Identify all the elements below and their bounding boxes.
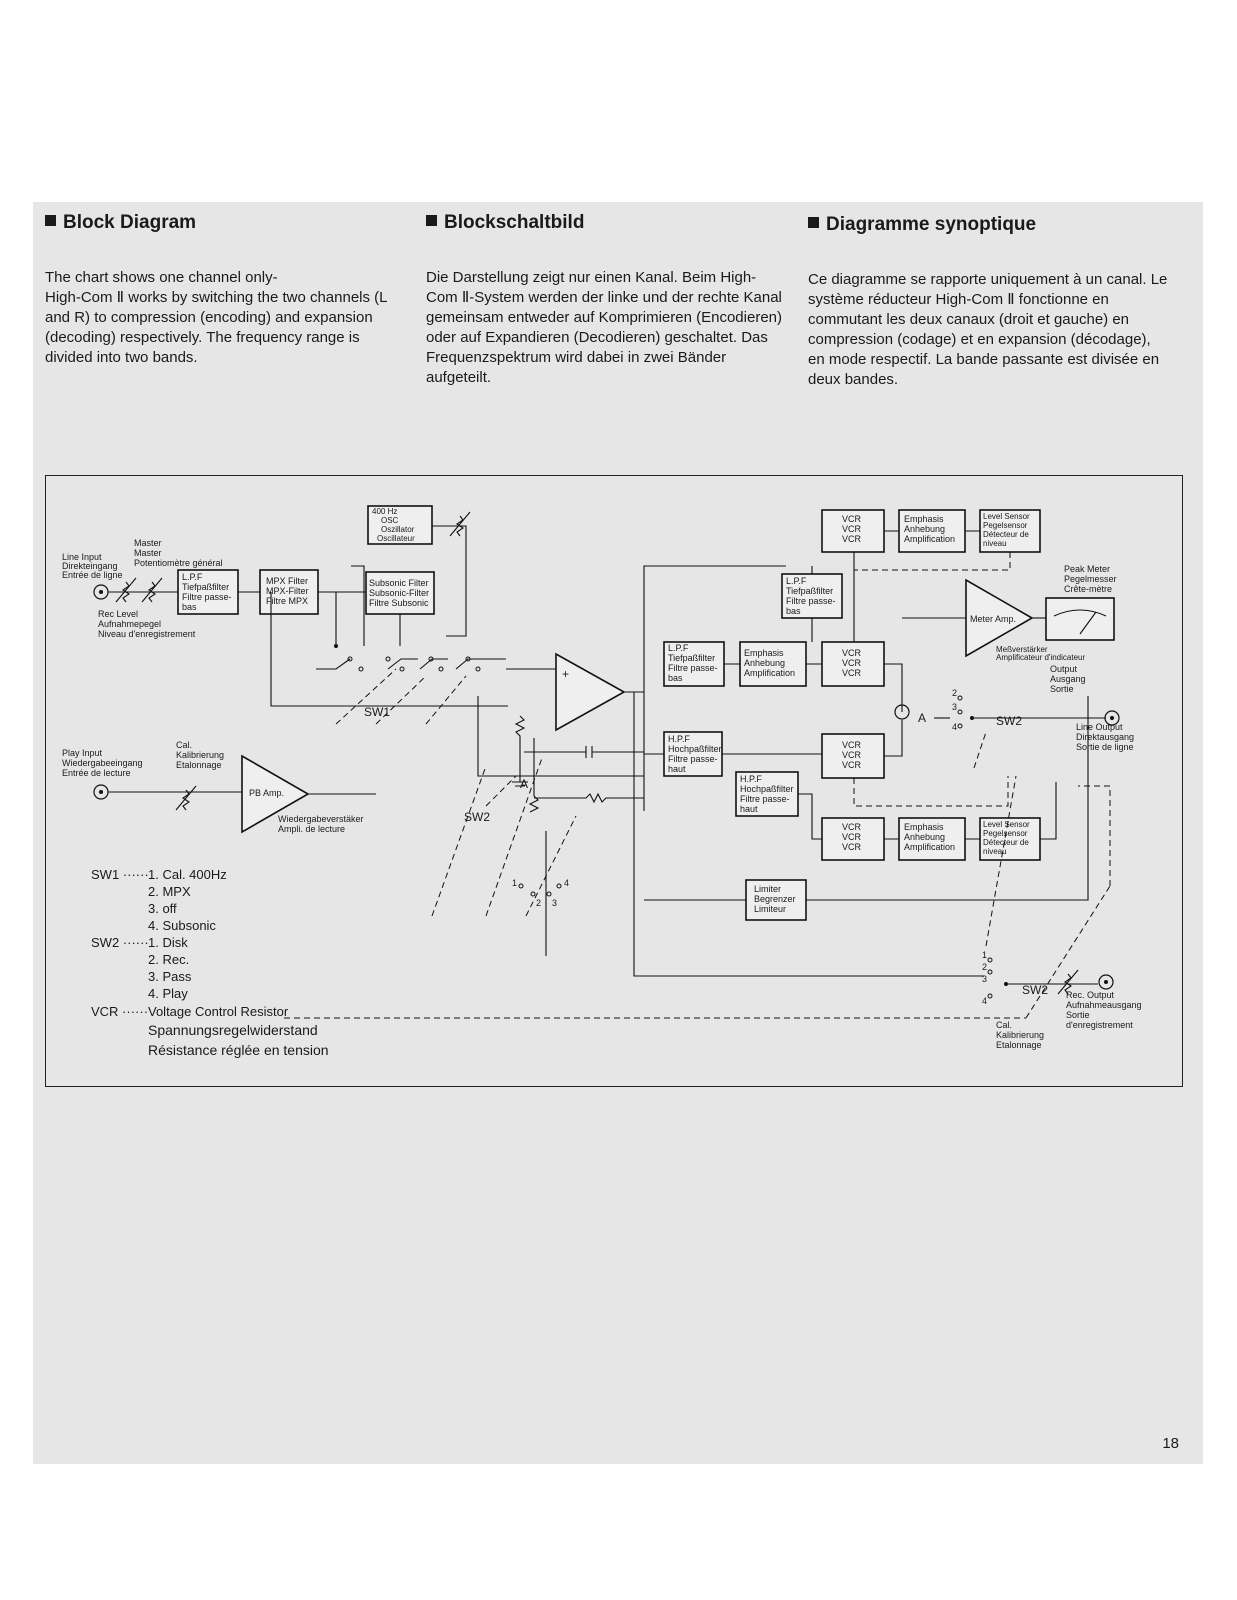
svg-text:Ausgang: Ausgang [1050, 674, 1086, 684]
svg-text:Sortie: Sortie [1050, 684, 1074, 694]
meter-amp-caption [996, 645, 1085, 662]
switch-legend [91, 866, 329, 1060]
legend-vcr-item: Résistance réglée en tension [148, 1042, 329, 1058]
svg-text:bas: bas [786, 606, 801, 616]
bullet-square-icon [45, 215, 56, 226]
page-number: 18 [1162, 1435, 1179, 1452]
rec-cal-label [996, 1020, 1044, 1050]
sw2-rec-switch [982, 950, 1008, 1006]
bullet-square-icon [808, 217, 819, 228]
peak-meter-icon [1046, 598, 1114, 640]
svg-text:VCR: VCR [842, 760, 862, 770]
pb-amp-label: PB Amp. [249, 788, 285, 798]
encode-emphasis-block [740, 642, 806, 686]
legend-sw2-item: 2. Rec. [148, 952, 190, 967]
subsonic-filter-label [369, 578, 429, 608]
svg-text:Anhebung: Anhebung [904, 524, 946, 534]
svg-text:VCR: VCR [842, 658, 862, 668]
legend-sw2-row: SW2 ······1. Disk [91, 935, 188, 950]
svg-text:2: 2 [536, 898, 542, 908]
encode-lpf-block [664, 642, 724, 686]
svg-text:Emphasis: Emphasis [744, 648, 784, 658]
svg-text:Limiteur: Limiteur [754, 904, 787, 914]
svg-text:MPX-Filter: MPX-Filter [266, 586, 309, 596]
mpx-filter-label [266, 576, 309, 606]
sw2-label-rec: SW2 [1022, 983, 1049, 997]
rec-output-jack [1099, 975, 1113, 989]
svg-text:Oscillateur: Oscillateur [377, 534, 415, 543]
svg-text:Amplification: Amplification [744, 668, 796, 678]
encode-hpf-block [664, 732, 722, 776]
svg-text:Ampli. de lecture: Ampli. de lecture [278, 824, 346, 834]
svg-text:Amplification: Amplification [904, 842, 956, 852]
heading-diagramme-synoptique: Diagramme synoptique [808, 214, 1168, 236]
svg-text:niveau: niveau [983, 539, 1007, 548]
svg-text:Kalibrierung: Kalibrierung [176, 750, 225, 760]
svg-text:Potentiomètre général: Potentiomètre général [134, 558, 223, 568]
svg-text:niveau: niveau [983, 847, 1007, 856]
limiter-block [746, 880, 806, 920]
svg-text:VCR: VCR [842, 832, 862, 842]
sw2-label-center: SW2 [464, 810, 491, 824]
play-cal-potentiometer-icon [176, 786, 196, 810]
svg-text:OSC: OSC [381, 516, 399, 525]
svg-text:Détecteur de: Détecteur de [983, 530, 1029, 539]
svg-text:Hochpaßfilter: Hochpaßfilter [740, 784, 794, 794]
svg-text:H.P.F: H.P.F [740, 774, 762, 784]
column-french [808, 214, 1168, 390]
svg-text:Rec. Output: Rec. Output [1066, 990, 1115, 1000]
svg-text:Oszillator: Oszillator [381, 525, 415, 534]
play-cal-label [176, 740, 224, 770]
svg-text:2: 2 [982, 962, 988, 972]
column-english [45, 212, 405, 368]
svg-text:4: 4 [564, 878, 570, 888]
node-a-label-left: A [520, 777, 529, 791]
svg-text:Limiter: Limiter [754, 884, 782, 894]
svg-text:Wiedergabeeingang: Wiedergabeeingang [62, 758, 143, 768]
feedback-network [478, 696, 644, 956]
svg-text:bas: bas [182, 602, 197, 612]
bullet-square-icon [426, 215, 437, 226]
svg-text:d'enregistrement: d'enregistrement [1066, 1020, 1133, 1030]
svg-text:Crête-mètre: Crête-mètre [1064, 584, 1113, 594]
svg-text:Amplification: Amplification [904, 534, 956, 544]
svg-text:Line Output: Line Output [1076, 722, 1123, 732]
svg-text:3: 3 [552, 898, 558, 908]
lower-hpf-block [736, 772, 798, 816]
svg-text:400 Hz: 400 Hz [372, 507, 398, 516]
master-potentiometer-icon [142, 578, 162, 602]
svg-text:Amplificateur d'indicateur: Amplificateur d'indicateur [996, 653, 1086, 662]
svg-text:Filtre passe-: Filtre passe- [182, 592, 232, 602]
legend-vcr-row: VCR ······Voltage Control Resistor [91, 1004, 289, 1019]
intro-text-english: The chart shows one channel only- High-Com Ⅱ works by switching the two channels (L and R) to compression (encoding) and expansion (decoding) respectively. The frequency range is divided into two bands. [45, 269, 387, 366]
svg-text:VCR: VCR [842, 534, 862, 544]
lower-emphasis-block [899, 818, 965, 860]
svg-text:Aufnahmepegel: Aufnahmepegel [98, 619, 162, 629]
svg-text:Entrée de ligne: Entrée de ligne [62, 570, 123, 580]
block-diagram [45, 475, 1183, 1087]
svg-text:Line Input: Line Input [62, 552, 102, 562]
line-input-jack [94, 585, 108, 599]
svg-text:L.P.F: L.P.F [182, 572, 203, 582]
svg-text:L.P.F: L.P.F [786, 576, 807, 586]
svg-text:VCR: VCR [842, 750, 862, 760]
svg-text:Subsonic-Filter: Subsonic-Filter [369, 588, 430, 598]
line-output-label [1076, 722, 1134, 752]
svg-text:L.P.F: L.P.F [668, 643, 689, 653]
svg-text:Subsonic Filter: Subsonic Filter [369, 578, 429, 588]
pb-amp-caption [278, 814, 364, 834]
meter-amp-label: Meter Amp. [970, 614, 1017, 624]
legend-sw2-item: 3. Pass [148, 969, 192, 984]
rec-level-potentiometer-icon [116, 578, 136, 602]
heading-block-diagram: Block Diagram [45, 212, 405, 234]
output-label [1050, 664, 1086, 694]
svg-text:VCR: VCR [842, 524, 862, 534]
svg-text:VCR: VCR [842, 842, 862, 852]
svg-text:Niveau d'enregistrement: Niveau d'enregistrement [98, 629, 196, 639]
sw2-center-switch [512, 878, 569, 908]
svg-text:4: 4 [952, 722, 958, 732]
legend-sw1-row: SW1 ······1. Cal. 400Hz [91, 867, 227, 882]
svg-text:3: 3 [952, 702, 958, 712]
legend-sw2-item: 4. Play [148, 986, 188, 1001]
line-input-label [62, 552, 123, 580]
svg-text:bas: bas [668, 673, 683, 683]
svg-text:Filtre passe-: Filtre passe- [740, 794, 790, 804]
sw1-label: SW1 [364, 705, 391, 719]
node-a-label-right: A [918, 711, 927, 725]
sw2-label-output: SW2 [996, 714, 1023, 728]
svg-text:2: 2 [952, 688, 958, 698]
svg-text:Etalonnage: Etalonnage [176, 760, 222, 770]
svg-text:Etalonnage: Etalonnage [996, 1040, 1042, 1050]
svg-text:Direktausgang: Direktausgang [1076, 732, 1135, 742]
legend-sw1-item: 3. off [148, 901, 177, 916]
svg-text:VCR: VCR [842, 740, 862, 750]
svg-text:Anhebung: Anhebung [904, 832, 946, 842]
svg-text:Master: Master [134, 548, 162, 558]
upper-level-sensor-block [980, 510, 1040, 552]
legend-sw1-item: 4. Subsonic [148, 918, 216, 933]
svg-text:Begrenzer: Begrenzer [754, 894, 796, 904]
svg-text:haut: haut [668, 764, 686, 774]
svg-text:Cal.: Cal. [176, 740, 193, 750]
svg-text:VCR: VCR [842, 514, 862, 524]
svg-text:Sortie: Sortie [1066, 1010, 1090, 1020]
lower-level-sensor-block [980, 818, 1040, 860]
svg-text:Tiefpaßfilter: Tiefpaßfilter [668, 653, 716, 663]
svg-text:3: 3 [982, 974, 988, 984]
svg-text:Peak Meter: Peak Meter [1064, 564, 1111, 574]
sw2-output-switch [952, 688, 974, 732]
svg-text:Pegelsensor: Pegelsensor [983, 829, 1028, 838]
upper-vcr-block [822, 510, 884, 552]
svg-text:Output: Output [1050, 664, 1078, 674]
svg-text:Level Sensor: Level Sensor [983, 512, 1030, 521]
svg-text:VCR: VCR [842, 648, 862, 658]
svg-text:Filtre passe-: Filtre passe- [668, 663, 718, 673]
svg-text:Détecteur de: Détecteur de [983, 838, 1029, 847]
lower-vcr-block [822, 818, 884, 860]
encode-vcr-block [822, 642, 884, 686]
svg-text:Meßverstärker: Meßverstärker [996, 645, 1048, 654]
svg-text:Filtre MPX: Filtre MPX [266, 596, 309, 606]
opamp-plus-sign: + [562, 667, 570, 681]
operational-amplifier-icon [556, 654, 624, 730]
svg-text:Play Input: Play Input [62, 748, 103, 758]
page-sheet [33, 202, 1203, 1464]
svg-text:MPX Filter: MPX Filter [266, 576, 309, 586]
svg-text:Hochpaßfilter: Hochpaßfilter [668, 744, 722, 754]
svg-text:Sortie de ligne: Sortie de ligne [1076, 742, 1134, 752]
svg-text:Tiefpaßfilter: Tiefpaßfilter [182, 582, 230, 592]
svg-text:VCR: VCR [842, 668, 862, 678]
svg-text:haut: haut [740, 804, 758, 814]
svg-text:Rec Level: Rec Level [98, 609, 139, 619]
svg-text:H.P.F: H.P.F [668, 734, 690, 744]
svg-text:Direkteingang: Direkteingang [62, 561, 118, 571]
peak-meter-label [1064, 564, 1117, 594]
upper-emphasis-block [899, 510, 965, 552]
play-input-label [62, 748, 143, 778]
oscillator-level-potentiometer-icon [450, 512, 470, 536]
svg-text:Cal.: Cal. [996, 1020, 1013, 1030]
svg-text:Tiefpaßfilter: Tiefpaßfilter [786, 586, 834, 596]
play-input-jack [94, 785, 108, 799]
svg-text:Aufnahmeausgang: Aufnahmeausgang [1066, 1000, 1142, 1010]
intro-text-german: Die Darstellung zeigt nur einen Kanal. Beim High-Com Ⅱ-System werden der linke und der rechte Kanal gemeinsam entweder auf Komprimieren (Encodieren) oder auf Expandieren (Decodieren) geschaltet. Das Frequenzspektrum wird dabei in zwei Bänder aufgeteilt. [426, 269, 783, 386]
svg-text:Emphasis: Emphasis [904, 822, 944, 832]
svg-text:4: 4 [982, 996, 988, 1006]
svg-text:Wiedergabeverstäker: Wiedergabeverstäker [278, 814, 364, 824]
svg-text:Emphasis: Emphasis [904, 514, 944, 524]
svg-text:Anhebung: Anhebung [744, 658, 786, 668]
mid-vcr-block [822, 734, 884, 778]
svg-text:Level Sensor: Level Sensor [983, 820, 1030, 829]
svg-text:1: 1 [982, 950, 988, 960]
svg-text:Kalibrierung: Kalibrierung [996, 1030, 1045, 1040]
svg-text:VCR: VCR [842, 822, 862, 832]
legend-vcr-item: Spannungsregelwiderstand [148, 1022, 318, 1038]
master-label [134, 538, 223, 568]
svg-text:Pegelsensor: Pegelsensor [983, 521, 1028, 530]
rec-output-label [1066, 990, 1142, 1030]
svg-text:Pegelmesser: Pegelmesser [1064, 574, 1117, 584]
column-german [426, 212, 786, 388]
legend-sw1-item: 2. MPX [148, 884, 191, 899]
svg-text:1: 1 [512, 878, 518, 888]
svg-text:Entrée de lecture: Entrée de lecture [62, 768, 131, 778]
svg-text:Filtre passe-: Filtre passe- [668, 754, 718, 764]
svg-text:Filtre Subsonic: Filtre Subsonic [369, 598, 429, 608]
svg-text:Master: Master [134, 538, 162, 548]
intro-text-french: Ce diagramme se rapporte uniquement à un canal. Le système réducteur High-Com Ⅱ fonctionne en commutant les deux canaux (droit et gauche) en compression (codage) et en expansion (décodage), en mode respectif. La bande passante est divisée en deux bandes. [808, 271, 1168, 388]
svg-text:Filtre passe-: Filtre passe- [786, 596, 836, 606]
heading-blockschaltbild: Blockschaltbild [426, 212, 786, 234]
upper-lpf-block [782, 574, 842, 618]
